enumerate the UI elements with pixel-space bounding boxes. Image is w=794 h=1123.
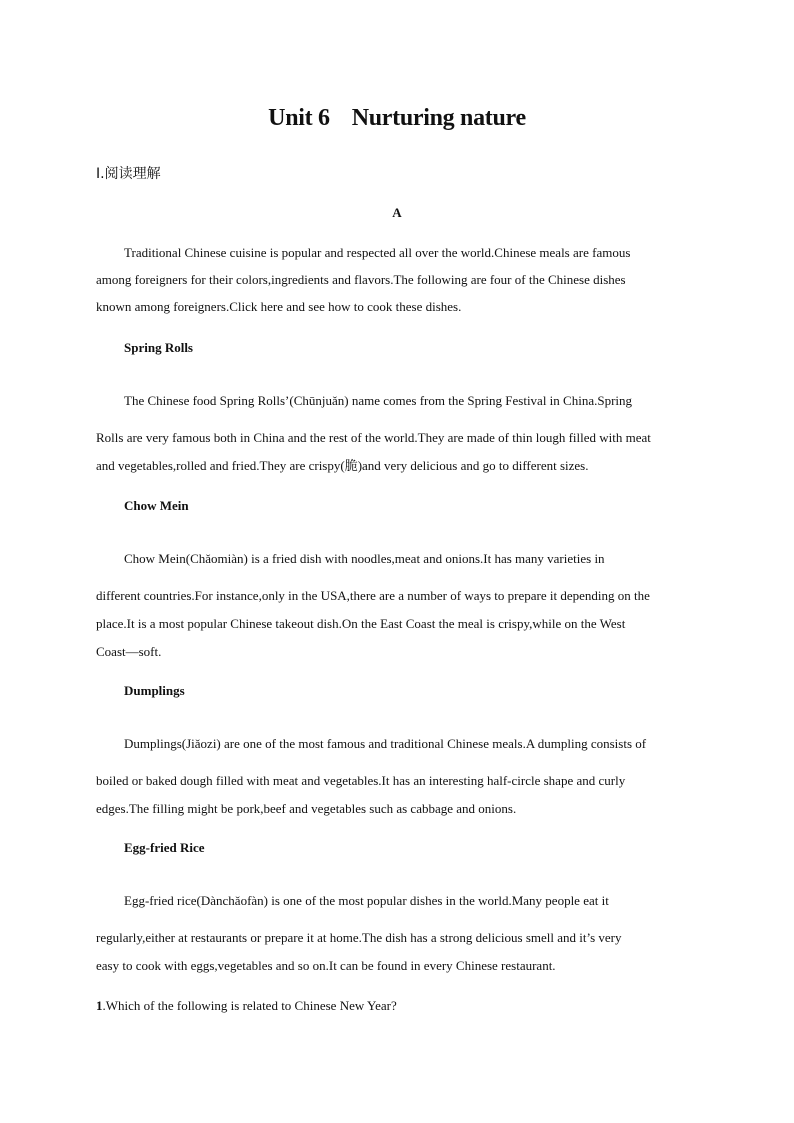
paragraph-line: different countries.For instance,only in the USA,there are a number of ways to prepare it depending on the — [96, 588, 650, 603]
paragraph-line: and vegetables,rolled and fried.They are crispy(脆)and very delicious and go to different sizes. — [96, 458, 589, 473]
paragraph-line: Dumplings(Jiǎozi) are one of the most famous and traditional Chinese meals.A dumpling consists of — [124, 736, 647, 751]
paragraph-line: among foreigners for their colors,ingredients and flavors.The following are four of the Chinese dishes — [96, 272, 626, 287]
paragraph-line: Rolls are very famous both in China and the rest of the world.They are made of thin lough filled with meat — [96, 430, 651, 445]
dish-paragraph — [96, 392, 696, 475]
unit-number: Unit 6 — [268, 105, 330, 131]
passage-label: A — [392, 205, 402, 220]
question-text: .Which of the following is related to Chinese New Year? — [102, 998, 397, 1013]
paragraph-line: Chow Mein(Chǎomiàn) is a fried dish with noodles,meat and onions.It has many varieties in — [124, 551, 605, 566]
paragraph-line: boiled or baked dough filled with meat and vegetables.It has an interesting half-circle shape and curly — [96, 773, 626, 788]
unit-name: Nurturing nature — [351, 105, 526, 131]
dish-heading: Chow Mein — [124, 498, 189, 513]
paragraph-line: regularly,either at restaurants or prepare it at home.The dish has a strong delicious smell and it’s very — [96, 930, 622, 945]
question-number: 1 — [96, 998, 103, 1013]
intro-paragraph — [96, 244, 696, 316]
paragraph-line: edges.The filling might be pork,beef and vegetables such as cabbage and onions. — [96, 801, 517, 816]
paragraph-line: easy to cook with eggs,vegetables and so on.It can be found in every Chinese restaurant. — [96, 958, 556, 973]
dish-paragraph — [96, 892, 696, 975]
paragraph-line: Coast—soft. — [96, 644, 162, 659]
dish-paragraph — [96, 550, 696, 661]
question-1 — [96, 998, 397, 1014]
dish-heading: Spring Rolls — [124, 340, 193, 355]
dish-heading: Dumplings — [124, 683, 185, 698]
dish-paragraph — [96, 735, 696, 818]
paragraph-line: known among foreigners.Click here and see how to cook these dishes. — [96, 299, 462, 314]
section-heading: Ⅰ.阅读理解 — [96, 166, 161, 182]
paragraph-line: Traditional Chinese cuisine is popular and respected all over the world.Chinese meals are famous — [124, 245, 631, 260]
page-title — [0, 105, 794, 132]
paragraph-line: place.It is a most popular Chinese takeout dish.On the East Coast the meal is crispy,while on the West — [96, 616, 626, 631]
paragraph-line: The Chinese food Spring Rolls’(Chūnjuǎn) name comes from the Spring Festival in China.Spring — [124, 393, 633, 408]
paragraph-line: Egg-fried rice(Dànchǎofàn) is one of the most popular dishes in the world.Many people eat it — [124, 893, 609, 908]
dish-heading: Egg-fried Rice — [124, 840, 205, 855]
